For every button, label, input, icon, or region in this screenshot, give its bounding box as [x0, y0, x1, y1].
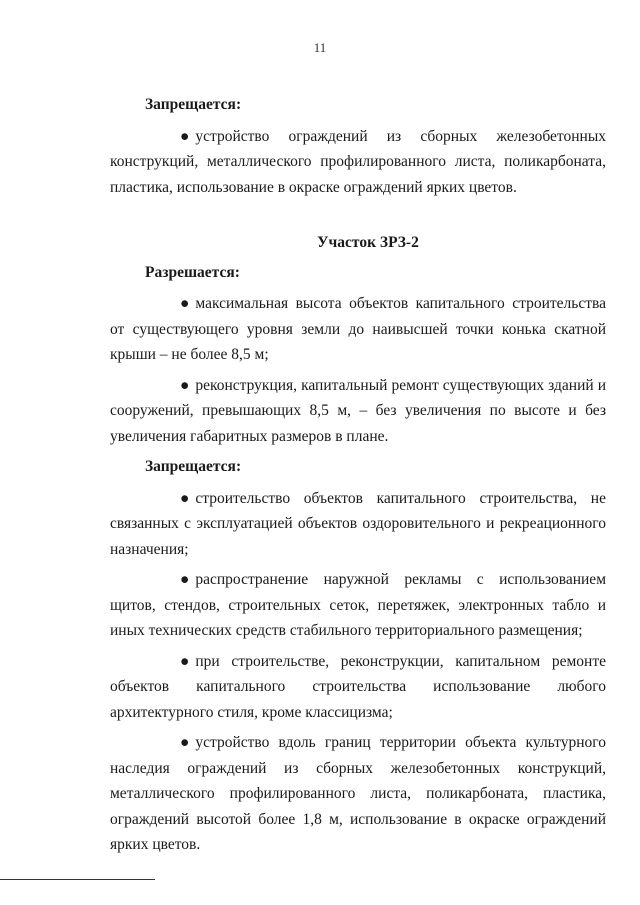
list-item-text: устройство ограждений из сборных железобетонных конструкций, металлического профилированного листа, поликарбоната, пластика, использование в окраске ограждений ярких цветов.	[110, 127, 606, 196]
footnote-divider	[0, 879, 155, 880]
prohibited-heading: Запрещается:	[145, 458, 242, 475]
list-item-text: устройство вдоль границ территории объекта культурного наследия ограждений из сборных железобетонных конструкций, металлического профилированного листа, поликарбоната, пластика, ограждений высотой более 1,8 м, использование в окраске ограждений ярких цветов.	[110, 734, 606, 853]
bullet-dot-icon: ●	[180, 376, 190, 394]
allowed-heading: Разрешается:	[145, 263, 240, 281]
bullet-dot-icon: ●	[180, 295, 190, 312]
list-item	[110, 124, 606, 201]
document-body	[110, 92, 606, 863]
bullet-dot-icon: ●	[180, 734, 190, 751]
list-item	[110, 373, 606, 450]
list-item	[110, 567, 606, 644]
prohibited-heading: Запрещается:	[145, 96, 242, 113]
list-item-text: реконструкция, капитальный ремонт существующих зданий и сооружений, превышающих 8,5 м, – без увеличения по высоте и без увеличения габаритных размеров в плане.	[110, 376, 606, 445]
list-item	[110, 649, 606, 726]
bullet-dot-icon: ●	[180, 652, 190, 670]
page-number: 11	[313, 40, 327, 55]
bullet-dot-icon: ●	[180, 489, 190, 507]
list-item	[110, 291, 606, 368]
list-item-text: максимальная высота объектов капитального строительства от существующего уровня земли до наивысшей точки конька скатной крыши – не более 8,5 м;	[110, 295, 606, 363]
list-item-text: строительство объектов капитального строительства, не связанных с эксплуатацией объектов оздоровительного и рекреационного назначения;	[110, 489, 606, 558]
bullet-dot-icon: ●	[180, 127, 190, 145]
list-item-text: при строительстве, реконструкции, капитальном ремонте объектов капитального строительства использование любого архитектурного стиля, кроме классицизма;	[110, 652, 606, 721]
section-title: Участок ЗРЗ-2	[317, 234, 419, 251]
list-item	[110, 730, 606, 858]
bullet-dot-icon: ●	[180, 571, 190, 588]
list-item	[110, 486, 606, 563]
list-item-text: распространение наружной рекламы с использованием щитов, стендов, строительных сеток, перетяжек, электронных табло и иных технических средств стабильного территориального размещения;	[110, 571, 606, 639]
